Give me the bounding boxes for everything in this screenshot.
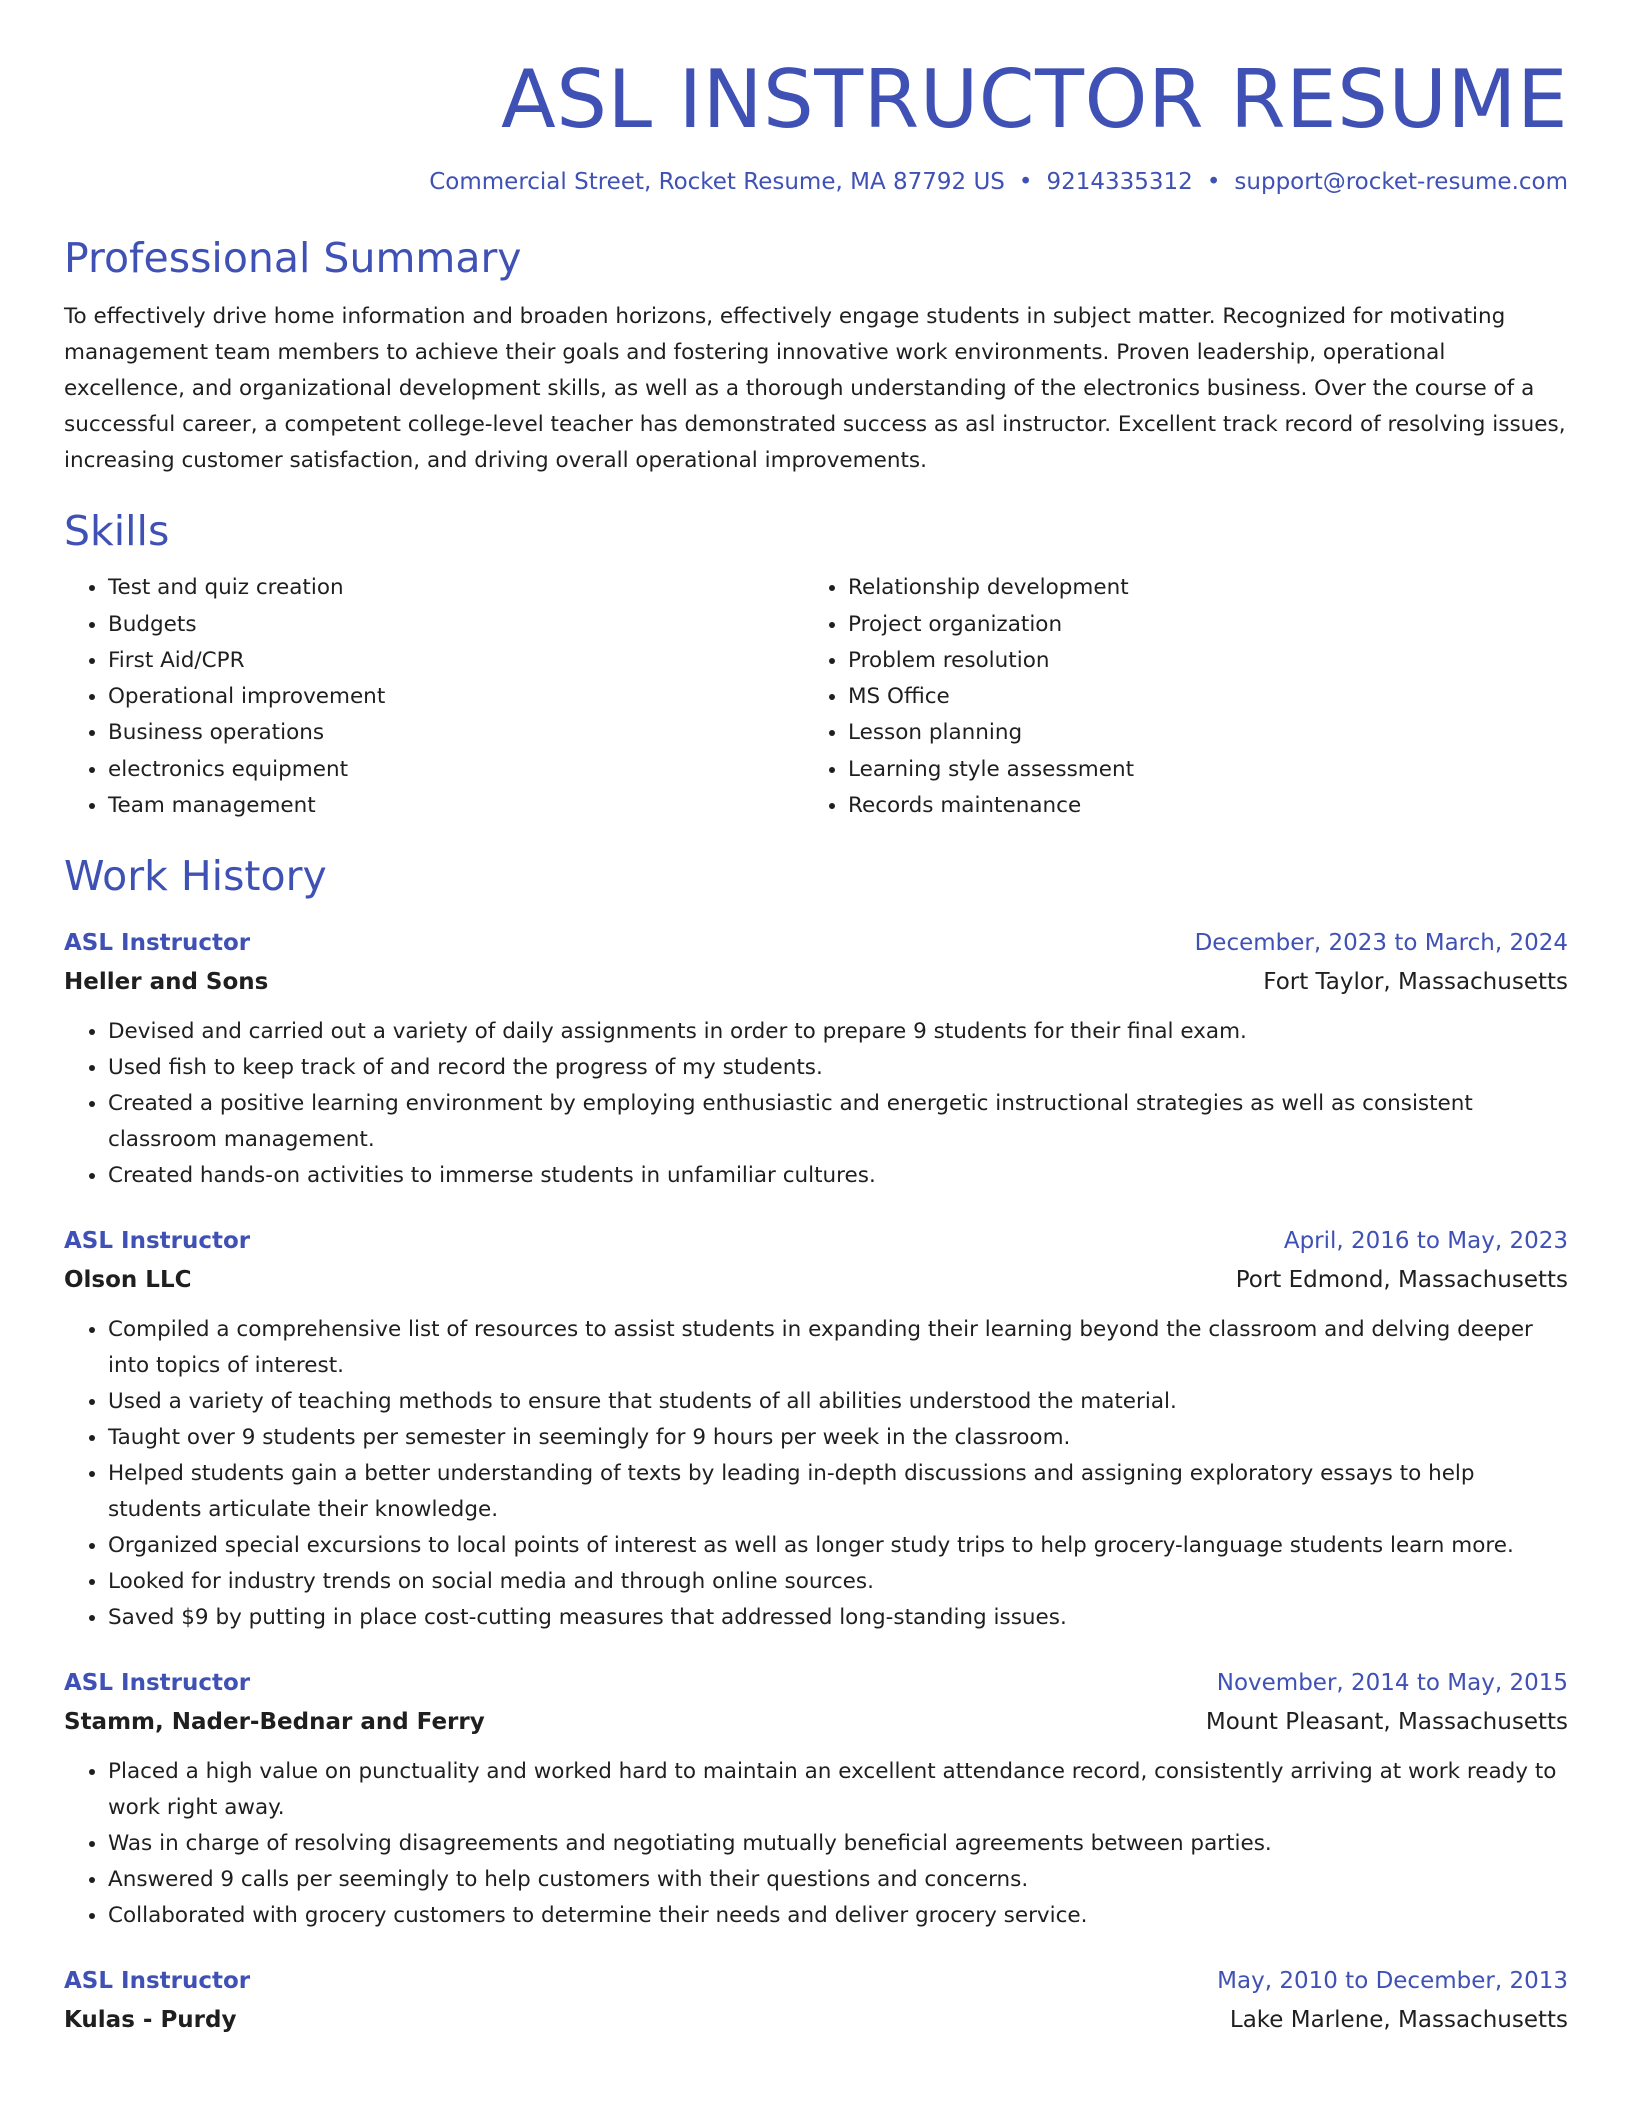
job-bullet: • Devised and carried out a variety of daily assignments in order to prepare 9 students for their final exam. xyxy=(108,1014,1568,1050)
job-header-row xyxy=(64,1664,1568,1702)
contact-phone: 9214335312 xyxy=(1046,169,1193,195)
job-company-row xyxy=(64,962,1568,1002)
skill-item: • electronics equipment xyxy=(108,752,804,788)
contact-address: Commercial Street, Rocket Resume, MA 87792 US xyxy=(429,169,1005,195)
job-dates: May, 2010 to December, 2013 xyxy=(1217,1967,1568,1994)
job-header-row xyxy=(64,1962,1568,2000)
job-bullet: • Placed a high value on punctuality and worked hard to maintain an excellent attendance record, consistently arriving at work ready to work right away. xyxy=(108,1754,1568,1826)
job-company: Kulas - Purdy xyxy=(64,2006,237,2033)
job-title: ASL Instructor xyxy=(64,929,251,956)
job-bullets xyxy=(64,1754,1568,1934)
job-bullet: • Compiled a comprehensive list of resources to assist students in expanding their learning beyond the classroom and delving deeper into topics of interest. xyxy=(108,1312,1568,1384)
contact-separator: • xyxy=(1206,169,1221,195)
contact-line xyxy=(64,168,1568,198)
job-dates: April, 2016 to May, 2023 xyxy=(1283,1227,1568,1254)
summary-heading: Professional Summary xyxy=(64,233,522,282)
job-bullet: • Saved $9 by putting in place cost-cutting measures that addressed long-standing issues. xyxy=(108,1600,1568,1636)
job-company: Olson LLC xyxy=(64,1266,192,1293)
skill-item: • Project organization xyxy=(848,607,1544,643)
skill-item: • Records maintenance xyxy=(848,788,1544,824)
job-bullets xyxy=(64,1014,1568,1194)
job-entry xyxy=(64,1962,1568,2040)
job-company: Stamm, Nader-Bednar and Ferry xyxy=(64,1708,485,1735)
skill-item: • Business operations xyxy=(108,715,804,751)
job-location: Mount Pleasant, Massachusetts xyxy=(1205,1708,1568,1735)
job-entry xyxy=(64,924,1568,1194)
skill-item: • MS Office xyxy=(848,679,1544,715)
job-bullet: • Looked for industry trends on social media and through online sources. xyxy=(108,1564,1568,1600)
job-bullet: • Collaborated with grocery customers to determine their needs and deliver grocery service. xyxy=(108,1898,1568,1934)
job-location: Fort Taylor, Massachusetts xyxy=(1263,968,1568,995)
job-location: Lake Marlene, Massachusetts xyxy=(1229,2006,1568,2033)
summary-text: To effectively drive home information and broaden horizons, effectively engage students in subject matter. Recognized for motivating management team members to achieve their goals and fostering innovative work environments. Proven leadership, operational excellence, and organizational development skills, as well as a thorough understanding of the electronics business. Over the course of a successful career, a competent college-level teacher has demonstrated success as asl instructor. Excellent track record of resolving issues, increasing customer satisfaction, and driving overall operational improvements. xyxy=(64,304,1566,474)
job-bullet: • Created hands-on activities to immerse students in unfamiliar cultures. xyxy=(108,1158,1568,1194)
job-bullet: • Used fish to keep track of and record the progress of my students. xyxy=(108,1050,1568,1086)
job-entry xyxy=(64,1222,1568,1636)
skill-item: • Relationship development xyxy=(848,570,1544,606)
contact-email: support@rocket-resume.com xyxy=(1234,169,1568,195)
job-bullet: • Helped students gain a better understanding of texts by leading in-depth discussions and assigning exploratory essays to help students articulate their knowledge. xyxy=(108,1456,1568,1528)
skill-item: • Test and quiz creation xyxy=(108,570,804,606)
skill-item: • Operational improvement xyxy=(108,679,804,715)
job-dates: December, 2023 to March, 2024 xyxy=(1194,929,1568,956)
skills-columns xyxy=(64,570,1568,824)
job-dates: November, 2014 to May, 2015 xyxy=(1216,1669,1568,1696)
contact-separator: • xyxy=(1018,169,1033,195)
job-company-row xyxy=(64,1702,1568,1742)
job-entry xyxy=(64,1664,1568,1934)
job-header-row xyxy=(64,1222,1568,1260)
job-company-row xyxy=(64,1260,1568,1300)
skills-list-right xyxy=(804,570,1544,824)
skills-heading: Skills xyxy=(64,507,170,556)
job-title: ASL Instructor xyxy=(64,1227,251,1254)
job-bullet: • Created a positive learning environment by employing enthusiastic and energetic instructional strategies as well as consistent classroom management. xyxy=(108,1086,1568,1158)
skill-item: • Learning style assessment xyxy=(848,752,1544,788)
job-company-row xyxy=(64,2000,1568,2040)
work-history-heading: Work History xyxy=(64,852,327,901)
skill-item: • Problem resolution xyxy=(848,643,1544,679)
job-title: ASL Instructor xyxy=(64,1967,251,1994)
skill-item: • First Aid/CPR xyxy=(108,643,804,679)
skill-item: • Budgets xyxy=(108,607,804,643)
skill-item: • Team management xyxy=(108,788,804,824)
job-bullets xyxy=(64,1312,1568,1636)
job-header-row xyxy=(64,924,1568,962)
job-bullet: • Used a variety of teaching methods to ensure that students of all abilities understood the material. xyxy=(108,1384,1568,1420)
job-bullet: • Was in charge of resolving disagreements and negotiating mutually beneficial agreements between parties. xyxy=(108,1826,1568,1862)
job-bullet: • Answered 9 calls per seemingly to help customers with their questions and concerns. xyxy=(108,1862,1568,1898)
job-company: Heller and Sons xyxy=(64,968,269,995)
resume-title: ASL INSTRUCTOR RESUME xyxy=(501,53,1568,146)
skills-list-left xyxy=(64,570,804,824)
job-bullet: • Taught over 9 students per semester in seemingly for 9 hours per week in the classroom. xyxy=(108,1420,1568,1456)
job-title: ASL Instructor xyxy=(64,1669,251,1696)
skill-item: • Lesson planning xyxy=(848,715,1544,751)
job-bullet: • Organized special excursions to local points of interest as well as longer study trips to help grocery-language students learn more. xyxy=(108,1528,1568,1564)
job-location: Port Edmond, Massachusetts xyxy=(1235,1266,1568,1293)
